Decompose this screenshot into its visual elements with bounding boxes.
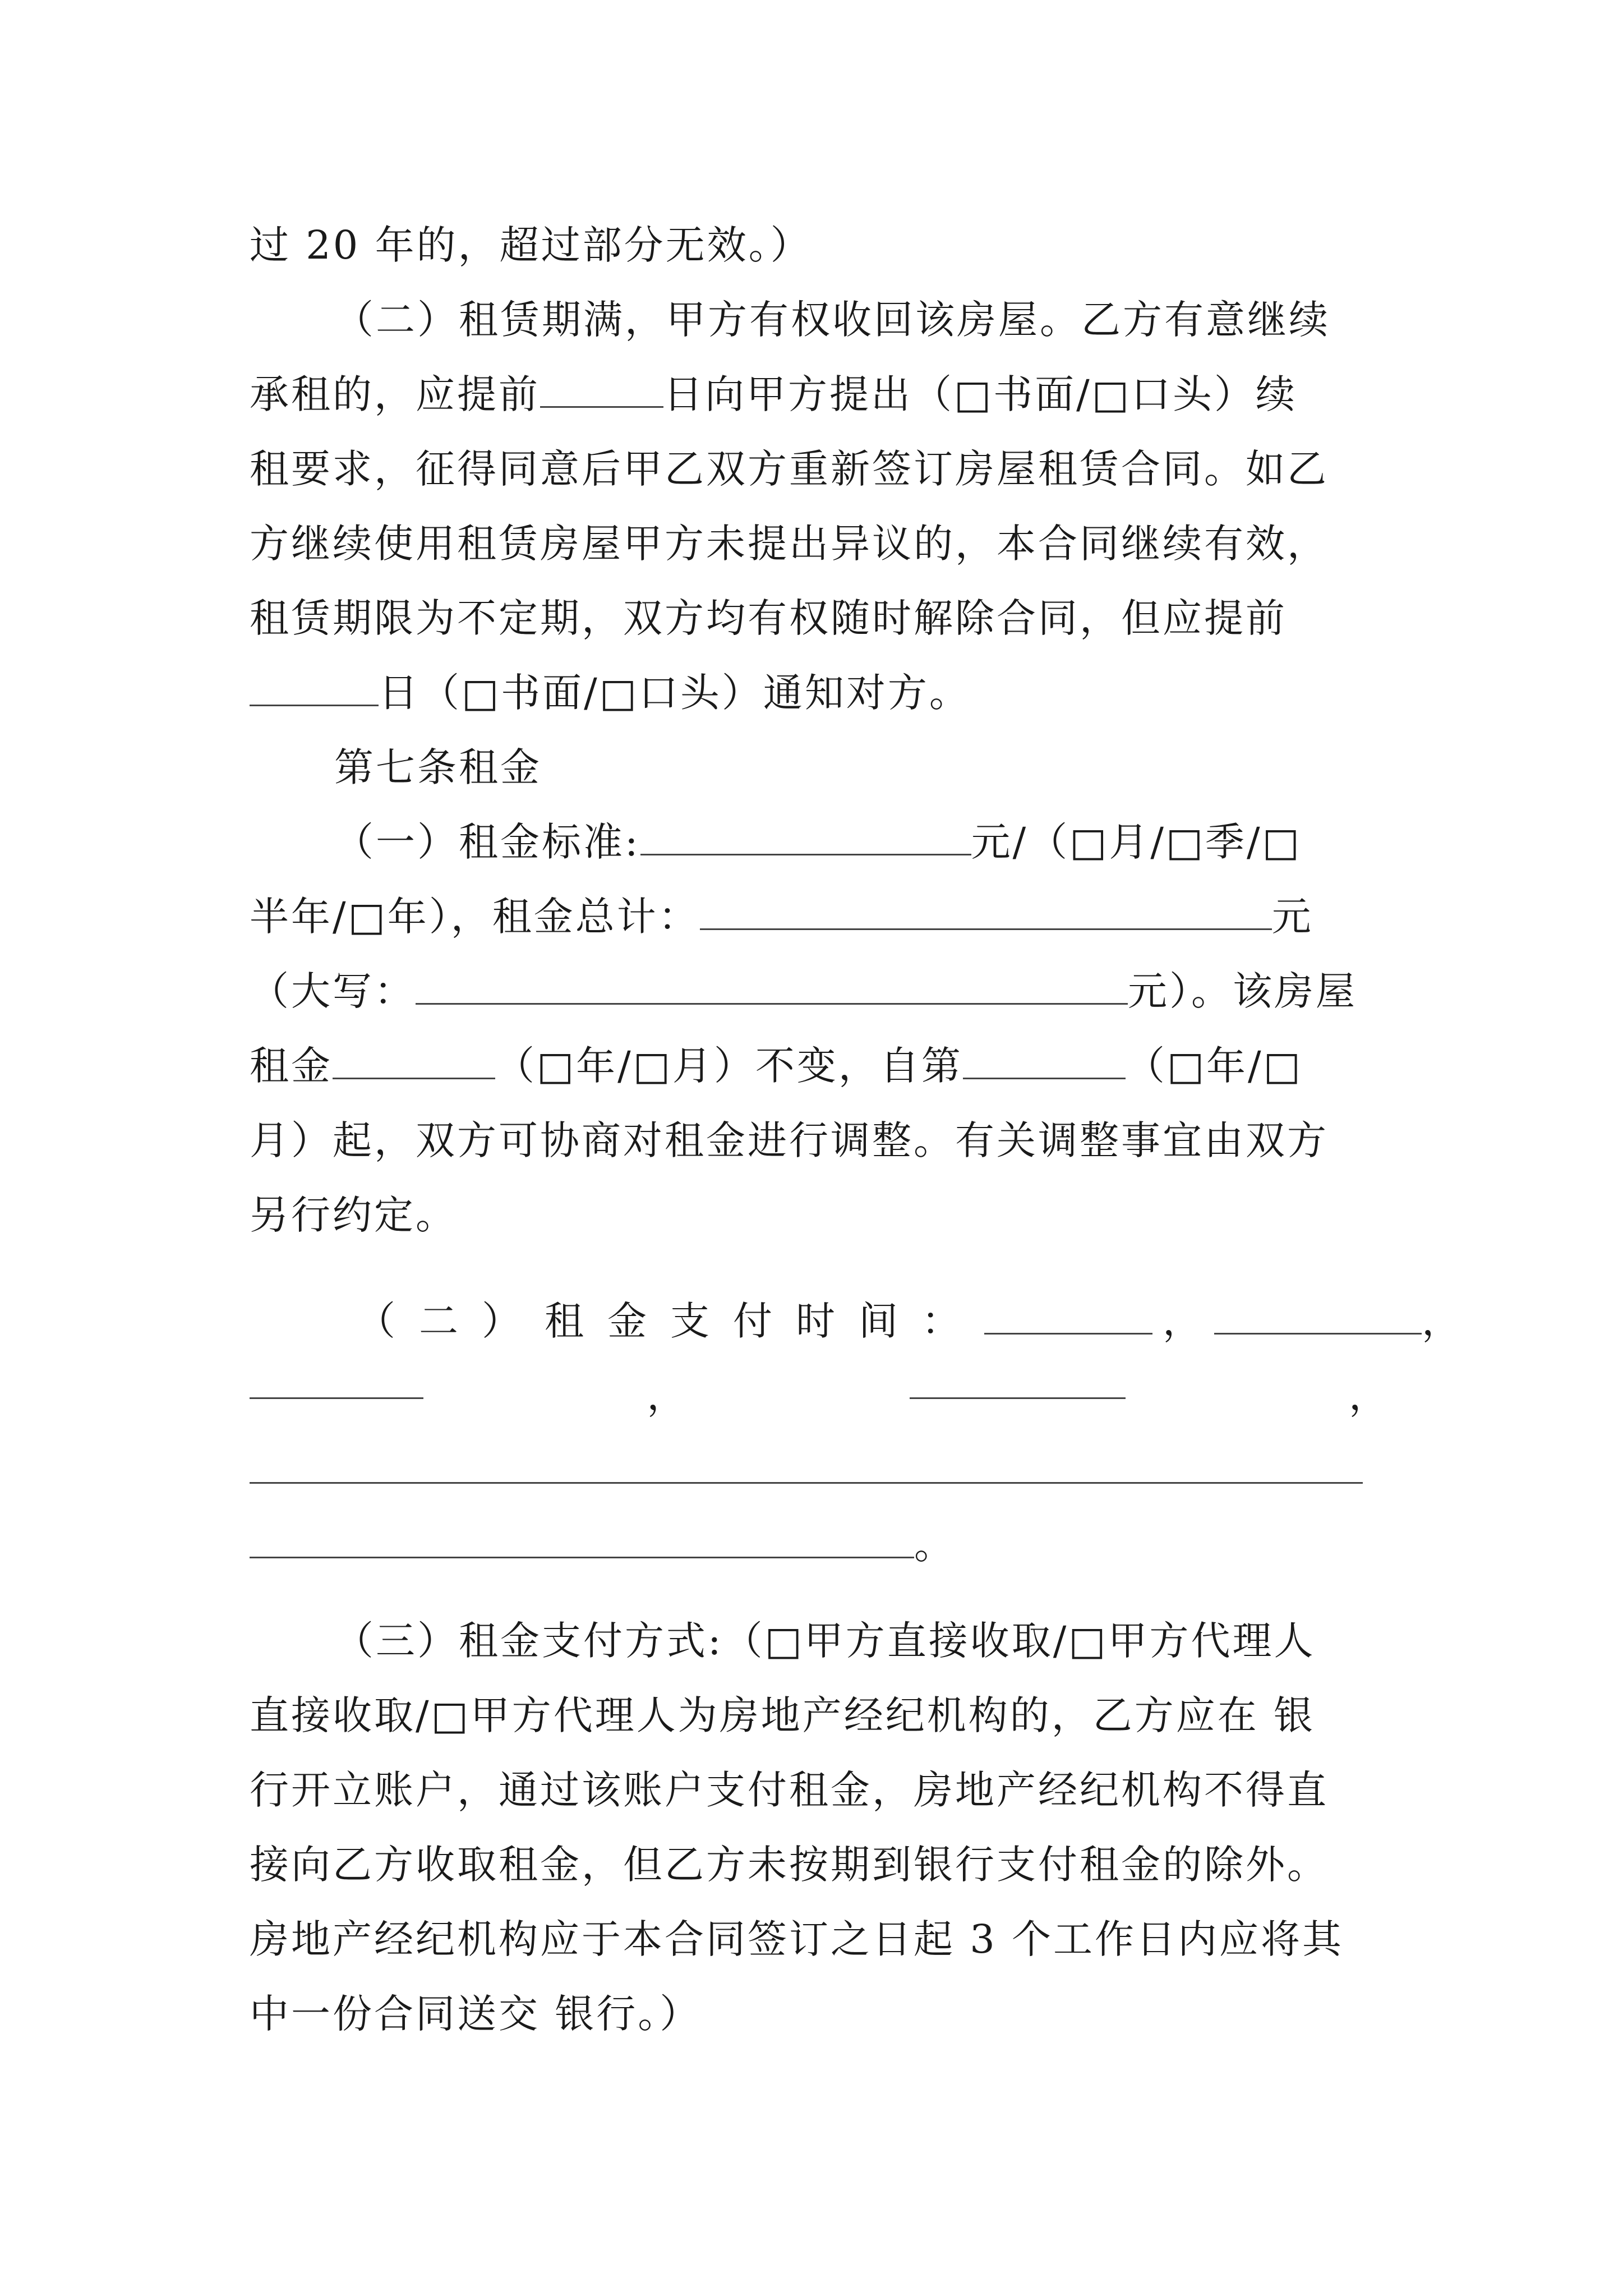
text-line	[250, 587, 1388, 649]
text-line	[250, 1759, 1388, 1821]
payment-time-blank[interactable]	[1214, 1300, 1422, 1335]
rent-standard-blank[interactable]	[640, 821, 971, 855]
text-line	[250, 1365, 1388, 1427]
rent-uppercase-blank[interactable]	[416, 970, 1128, 1005]
text-segment: 日向甲方提出（□书面/□口头）续	[663, 371, 1297, 417]
text-segment: ，	[1422, 1298, 1463, 1344]
text-segment: 租赁期限为不定期，双方均有权随时解除合同，但应提前	[250, 595, 1287, 641]
section-heading-text: 第七条租金	[334, 744, 542, 790]
text-line	[250, 513, 1388, 574]
fill-in-blank[interactable]	[963, 1045, 1126, 1079]
text-line	[250, 1110, 1388, 1171]
text-line	[250, 1834, 1388, 1895]
text-line	[334, 289, 1389, 351]
text-segment: 房地产经纪机构应于本合同签订之日起 3 个工作日内应将其	[250, 1916, 1344, 1962]
text-line	[250, 1983, 1388, 2045]
payment-time-blank[interactable]	[910, 1365, 1126, 1399]
text-segment: 承租的，应提前	[250, 371, 540, 417]
payment-time-blank[interactable]	[984, 1300, 1152, 1335]
text-segment: （□年/□	[1125, 1043, 1303, 1089]
text-segment: 方继续使用租赁房屋甲方未提出异议的，本合同继续有效，	[250, 521, 1329, 567]
text-segment: 日（□书面/□口头）通知对方。	[379, 670, 971, 716]
text-line	[250, 1035, 1388, 1097]
text-segment: ，	[647, 1373, 686, 1419]
text-line	[250, 1184, 1388, 1246]
text-line	[334, 1610, 1389, 1672]
text-segment: 月）起，双方可协商对租金进行调整。有关调整事宜由双方	[250, 1117, 1329, 1163]
text-line	[250, 214, 1388, 276]
rent-total-blank[interactable]	[700, 896, 1272, 930]
payment-time-blank[interactable]	[250, 1524, 914, 1558]
section-heading	[334, 737, 1389, 798]
text-segment: 半年/□年），租金总计：	[250, 894, 700, 940]
payment-time-blank[interactable]	[250, 1450, 1363, 1484]
text-segment: （大写：	[250, 968, 416, 1014]
text-line	[250, 438, 1388, 500]
text-segment: 中一份合同送交 银行。）	[250, 1991, 702, 2037]
text-line	[250, 886, 1388, 947]
text-line	[250, 960, 1388, 1022]
text-segment: 租要求，征得同意后甲乙双方重新签订房屋租赁合同。如乙	[250, 446, 1329, 492]
text-line	[250, 662, 1388, 724]
text-segment: 元）。该房屋	[1128, 968, 1357, 1014]
text-line	[250, 1514, 1388, 1576]
fill-in-blank[interactable]	[540, 374, 663, 408]
text-line	[250, 1439, 1388, 1501]
text-segment: ，	[1348, 1373, 1388, 1419]
fill-in-blank[interactable]	[250, 672, 379, 706]
fill-in-blank[interactable]	[333, 1045, 495, 1079]
payment-time-blank[interactable]	[250, 1365, 423, 1399]
text-segment: （二）租赁期满，甲方有权收回该房屋。乙方有意继续	[334, 297, 1330, 343]
text-segment: （二）租金支付时间：	[356, 1298, 984, 1344]
text-segment: 。	[914, 1522, 956, 1568]
text-segment: 过 20 年的，超过部分无效。）	[250, 222, 812, 268]
text-segment: （一）租金标准:	[334, 819, 640, 865]
text-segment: （□年/□月）不变，自第	[495, 1043, 963, 1089]
text-line	[250, 1908, 1388, 1970]
text-segment: 直接收取/□甲方代理人为房地产经纪机构的，乙方应在 银	[250, 1692, 1315, 1738]
text-line	[334, 811, 1389, 873]
text-line	[250, 364, 1388, 425]
text-segment: 租金	[250, 1043, 333, 1089]
text-segment: 行开立账户，通过该账户支付租金，房地产经纪机构不得直	[250, 1767, 1329, 1813]
text-segment: 另行约定。	[250, 1192, 457, 1238]
text-segment: （三）租金支付方式:（□甲方直接收取/□甲方代理人	[334, 1618, 1316, 1664]
text-line	[250, 1685, 1388, 1746]
text-line	[356, 1290, 1463, 1352]
text-segment: 接向乙方收取租金，但乙方未按期到银行支付租金的除外。	[250, 1842, 1329, 1888]
text-segment: 元	[1271, 894, 1313, 940]
text-segment: 元/（□月/□季/□	[971, 819, 1302, 865]
text-segment: ，	[1163, 1298, 1204, 1344]
